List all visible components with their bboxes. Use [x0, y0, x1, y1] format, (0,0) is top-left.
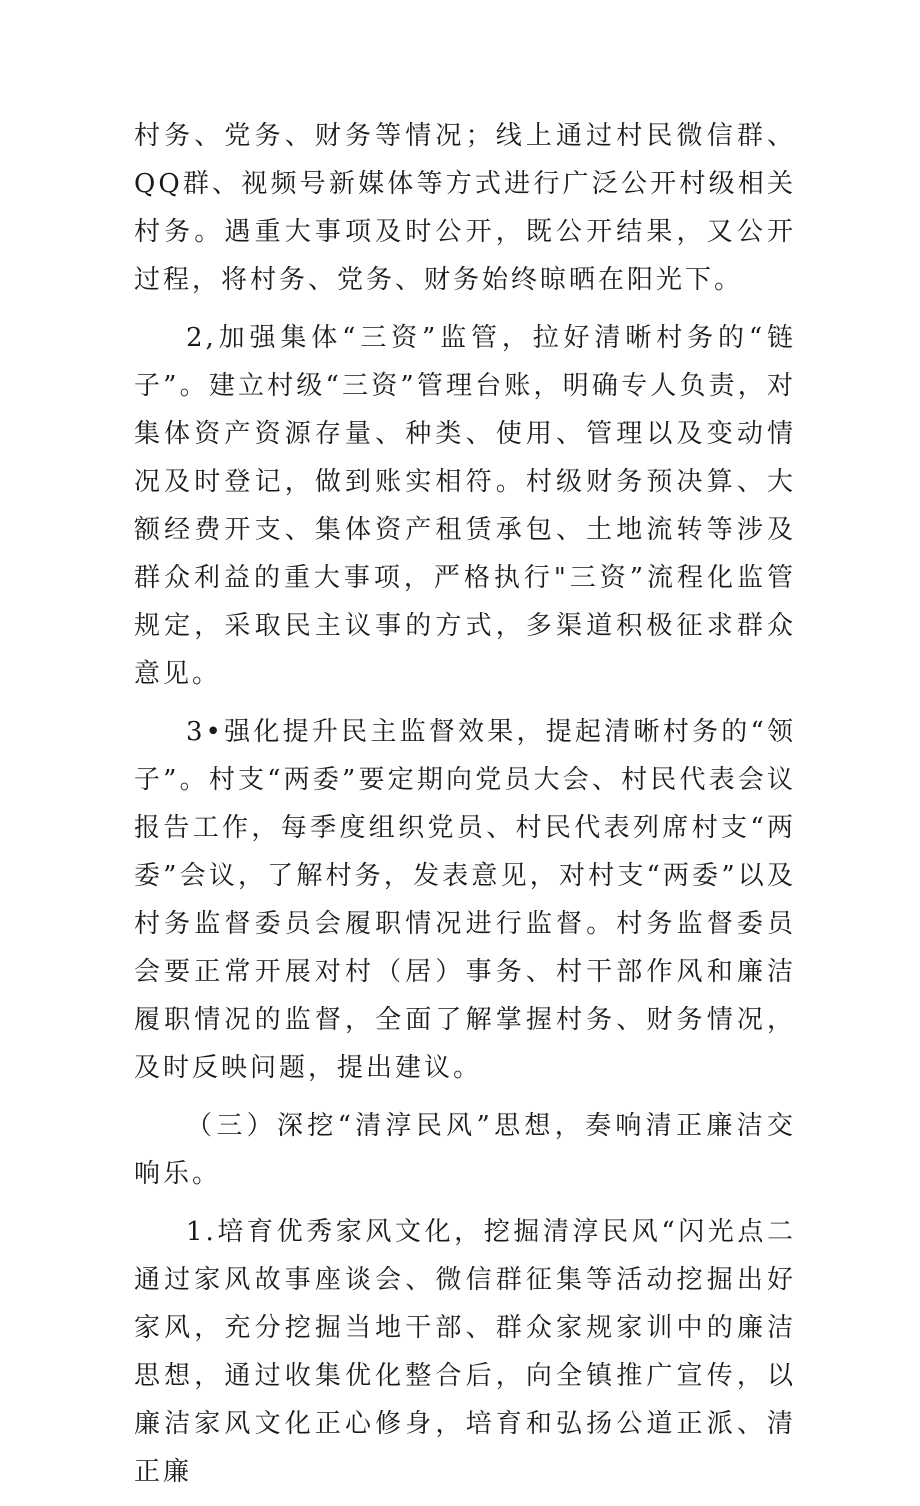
- paragraph-item-1: 1.培育优秀家风文化，挖掘清淳民风“闪光点二通过家风故事座谈会、微信群征集等活动挖掘出好家风，充分挖掘当地干部、群众家规家训中的廉洁思想，通过收集优化整合后，向全镇推广宣传，以廉洁家风文化正心修身，培育和弘扬公道正派、清正廉: [134, 1217, 796, 1487]
- paragraph-continuation: 村务、党务、财务等情况；线上通过村民微信群、QQ群、视频号新媒体等方式进行广泛公开村级相关村务。遇重大事项及时公开，既公开结果，又公开过程，将村务、党务、财务始终晾晒在阳光下。: [134, 121, 796, 295]
- paragraph-item-2: 2,加强集体“三资”监管，拉好清晰村务的“链子”。建立村级“三资”管理台账，明确专人负责，对集体资产资源存量、种类、使用、管理以及变动情况及时登记，做到账实相符。村级财务预决算、大额经费开支、集体资产租赁承包、土地流转等涉及群众利益的重大事项，严格执行"三资”流程化监管规定，采取民主议事的方式，多渠道积极征求群众意见。: [134, 323, 796, 689]
- paragraph-item-3: 3•强化提升民主监督效果，提起清晰村务的“领子”。村支“两委”要定期向党员大会、村民代表会议报告工作，每季度组织党员、村民代表列席村支“两委”会议，了解村务，发表意见，对村支“两委”以及村务监督委员会履职情况进行监督。村务监督委员会要正常开展对村（居）事务、村干部作风和廉洁履职情况的监督，全面了解掌握村务、财务情况，及时反映问题，提出建议。: [134, 717, 796, 1083]
- document-body: [134, 112, 796, 1506]
- section-heading-3: （三）深挖“清淳民风”思想，奏响清正廉洁交响乐。: [134, 1111, 796, 1189]
